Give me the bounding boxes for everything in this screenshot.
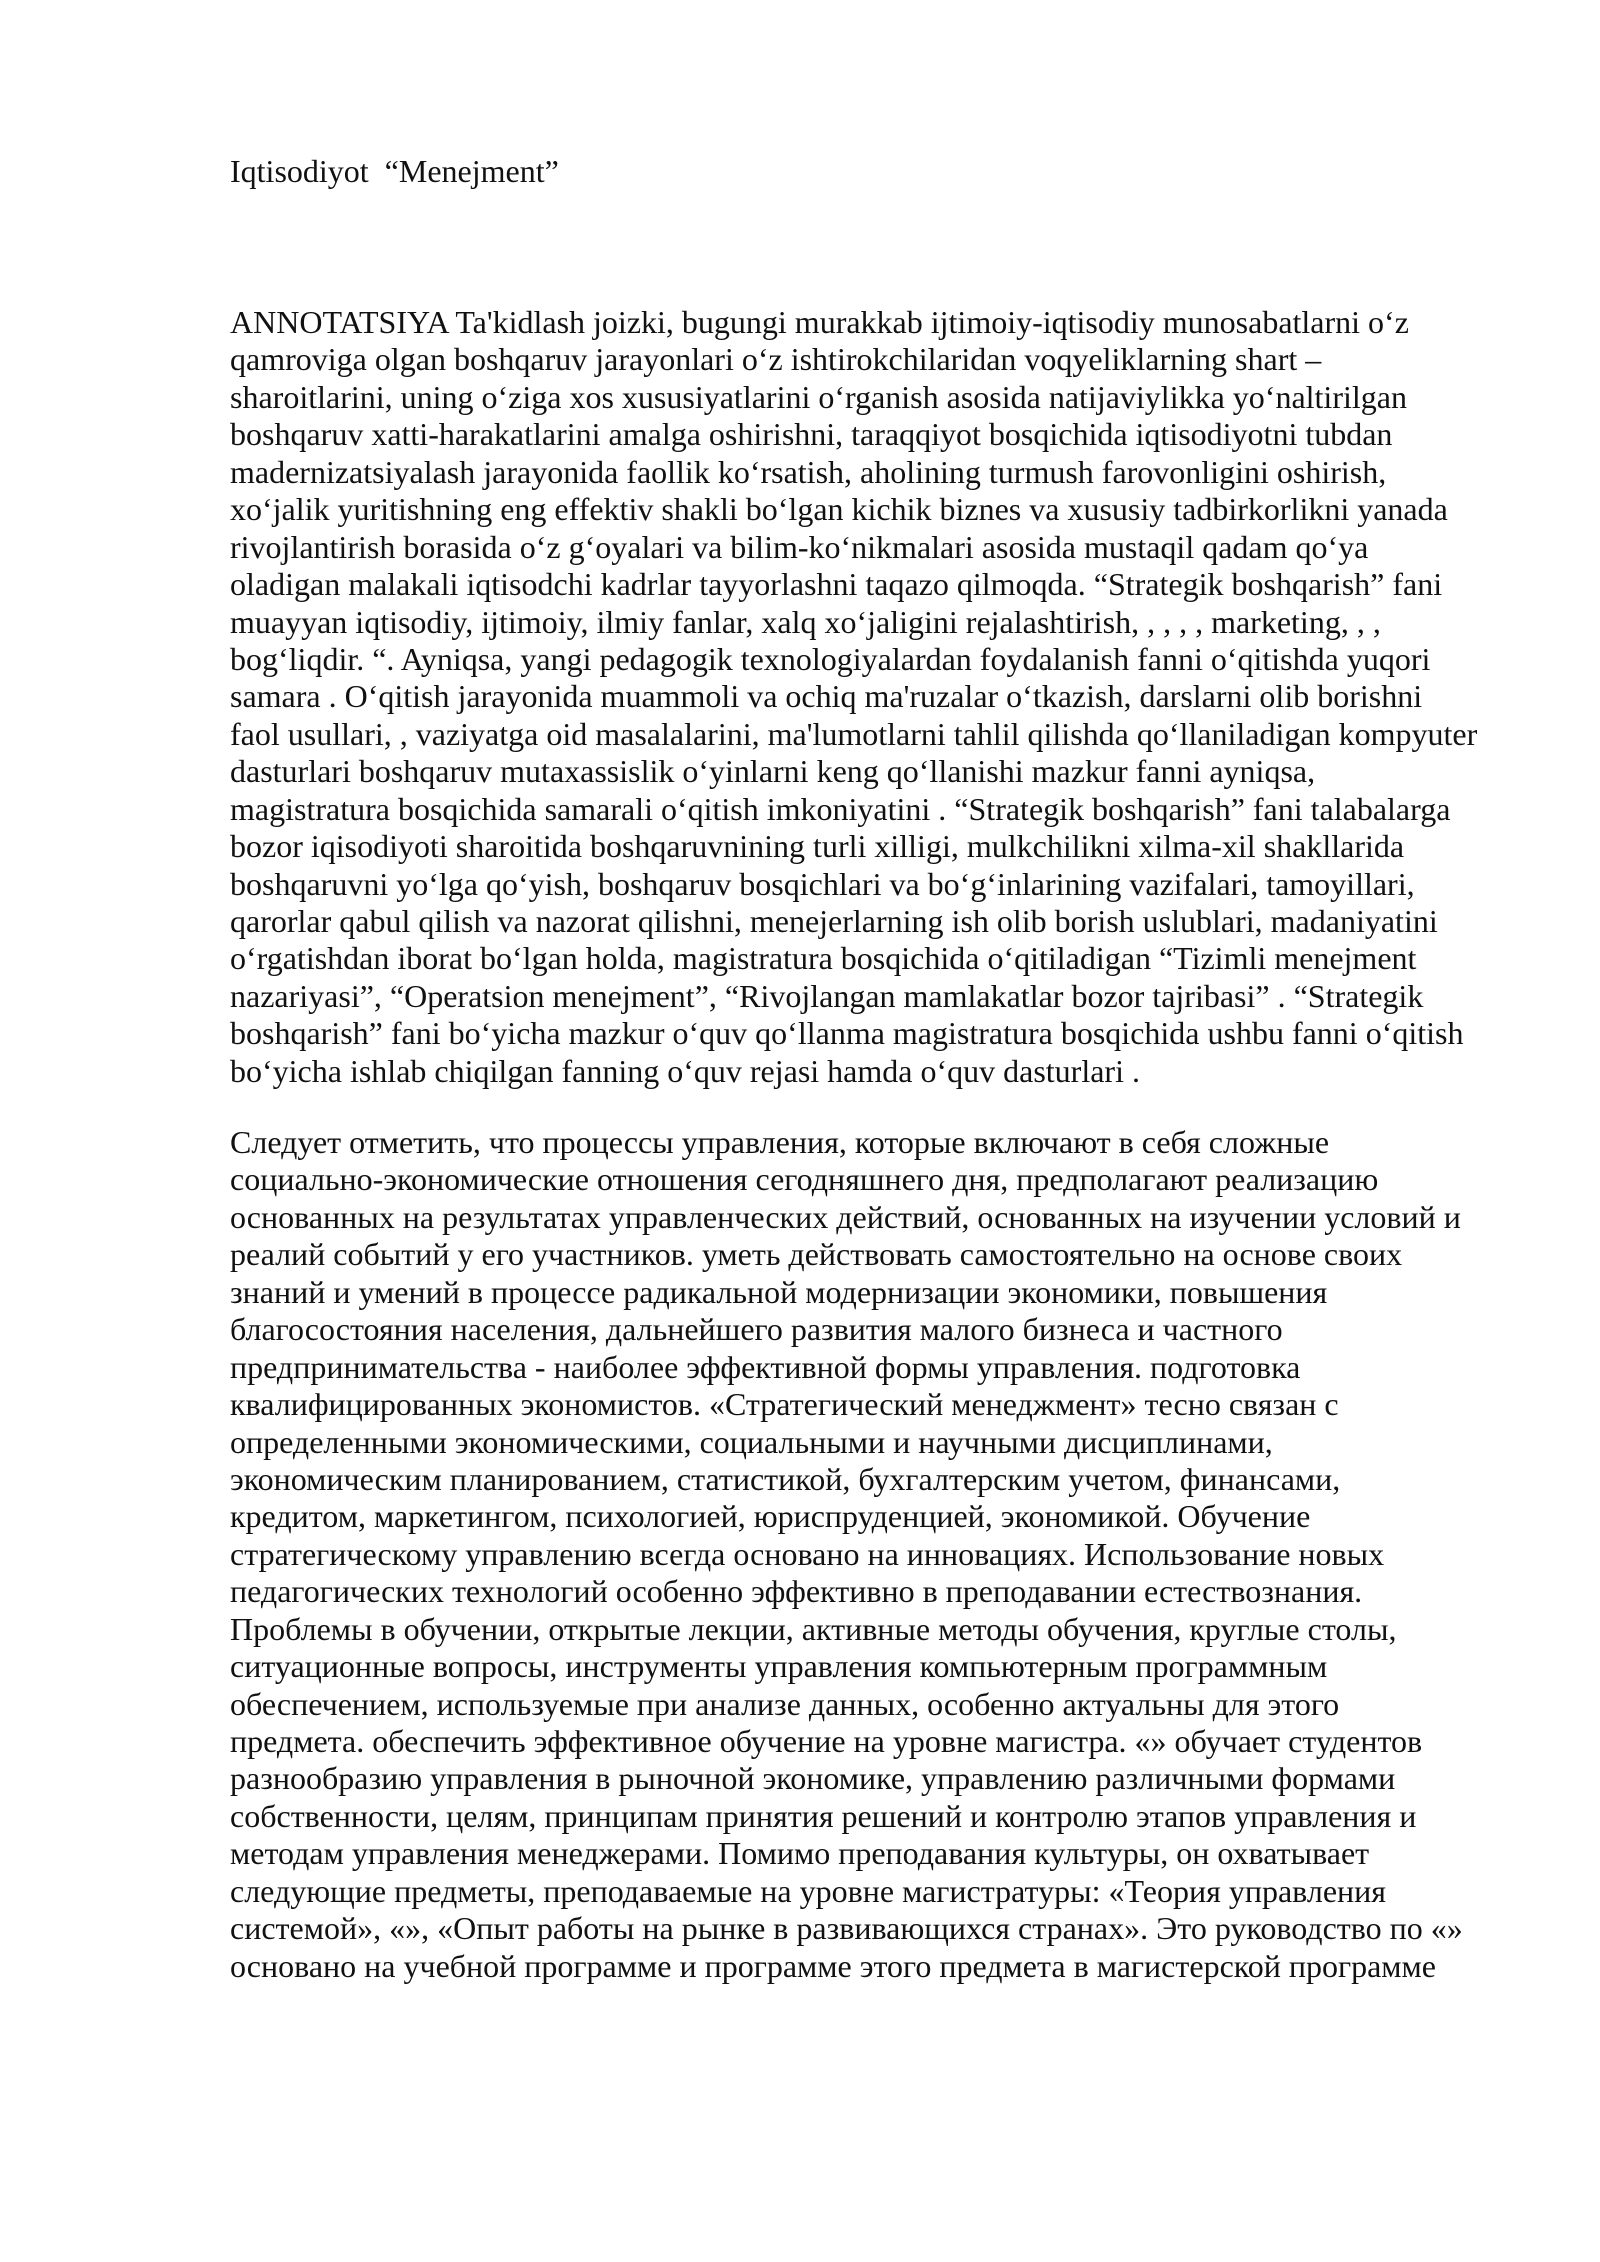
document-title: Iqtisodiyot “Menejment” (230, 153, 559, 189)
text-line: oʻrgatishdan iborat boʻlgan holda, magistratura bosqichida oʻqitiladigan “Tizimli menejment (230, 940, 1417, 977)
text-line: nazariyasi”, “Operatsion menejment”, “Rivojlangan mamlakatlar bozor tajribasi” . “Strategik (230, 977, 1424, 1014)
text-line: социально-экономические отношения сегодняшнего дня, предполагают реализацию (230, 1161, 1379, 1198)
text-line: стратегическому управлению всегда основано на инновациях. Использование новых (230, 1535, 1385, 1572)
text-line: собственности, целям, принципам принятия решений и контролю этапов управления и (230, 1797, 1417, 1834)
text-line: sharoitlarini, uning oʻziga xos xususiyatlarini oʻrganish asosida natijaviylikka yoʻnaltirilgan (230, 378, 1407, 415)
text-line: экономическим планированием, статистикой, бухгалтерским учетом, финансами, (230, 1460, 1341, 1497)
text-line: boshqarish” fani boʻyicha mazkur oʻquv qoʻllanma magistratura bosqichida ushbu fanni oʻqitish (230, 1015, 1464, 1052)
text-line: samara . Oʻqitish jarayonida muammoli va ochiq ma'ruzalar oʻtkazish, darslarni olib borishni (230, 678, 1423, 715)
text-line: bozor iqisodiyoti sharoitida boshqaruvnining turli xilligi, mulkchilikni xilma-xil shakllarida (230, 828, 1405, 865)
text-line: oladigan malakali iqtisodchi kadrlar tayyorlashni taqazo qilmoqda. “Strategik boshqarish” fani (230, 566, 1443, 603)
text-line: следующие предметы, преподаваемые на уровне магистратуры: «Теория управления (230, 1872, 1386, 1909)
text-line: ситуационные вопросы, инструменты управления компьютерным программным (230, 1648, 1328, 1685)
text-line: madernizatsiyalash jarayonida faollik koʻrsatish, aholining turmush farovonligini oshirish, (230, 453, 1387, 490)
text-line: Проблемы в обучении, открытые лекции, активные методы обучения, круглые столы, (230, 1610, 1397, 1647)
text-line: предпринимательства - наиболее эффективной формы управления. подготовка (230, 1348, 1301, 1385)
text-line: ANNOTATSIYA Ta'kidlash joizki, bugungi murakkab ijtimoiy-iqtisodiy munosabatlarni oʻz (230, 304, 1409, 340)
text-line: предмета. обеспечить эффективное обучение на уровне магистра. «» обучает студентов (230, 1723, 1423, 1759)
text-line: реалий событий у его участников. уметь действовать самостоятельно на основе своих (230, 1236, 1403, 1273)
text-line: основано на учебной программе и программе этого предмета в магистерской программе (230, 1947, 1436, 1984)
text-line: boshqaruvni yoʻlga qoʻyish, boshqaruv bosqichlari va boʻgʻinlarining vazifalari, tamoyillari, (230, 865, 1415, 902)
text-line: bogʻliqdir. “. Ayniqsa, yangi pedagogik texnologiyalardan foydalanish fanni oʻqitishda yuqori (230, 640, 1431, 677)
text-line: qamroviga olgan boshqaruv jarayonlari oʻz ishtirokchilaridan voqyeliklarning shart – (230, 341, 1322, 378)
text-line: методам управления менеджерами. Помимо преподавания культуры, он охватывает (230, 1835, 1370, 1872)
text-line: кредитом, маркетингом, психологией, юриспруденцией, экономикой. Обучение (230, 1498, 1311, 1535)
text-line: magistratura bosqichida samarali oʻqitish imkoniyatini . “Strategik boshqarish” fani talabalarga (230, 790, 1451, 827)
annotation-paragraph (230, 304, 1570, 1090)
text-line: квалифицированных экономистов. «Стратегический менеджмент» тесно связан с (230, 1386, 1339, 1423)
text-line: разнообразию управления в рыночной экономике, управлению различными формами (230, 1760, 1396, 1797)
russian-paragraph (230, 1124, 1570, 1985)
text-line: dasturlari boshqaruv mutaxassislik oʻyinlarni keng qoʻllanishi mazkur fanni ayniqsa, (230, 753, 1316, 790)
text-line: boshqaruv xatti-harakatlarini amalga oshirishni, taraqqiyot bosqichida iqtisodiyotni tubdan (230, 416, 1393, 453)
text-line: faol usullari, , vaziyatga oid masalalarini, ma'lumotlarni tahlil qilishda qoʻllaniladigan kompyuter (230, 715, 1478, 752)
text-line: определенными экономическими, социальными и научными дисциплинами, (230, 1423, 1273, 1460)
text-line: muayyan iqtisodiy, ijtimoiy, ilmiy fanlar, xalq xoʻjaligini rejalashtirish, , , , , marketing, , , (230, 603, 1381, 640)
text-line: rivojlantirish borasida oʻz gʻoyalari va bilim-koʻnikmalari asosida mustaqil qadam qoʻya (230, 528, 1369, 565)
document-header (230, 153, 1570, 190)
text-line: boʻyicha ishlab chiqilgan fanning oʻquv rejasi hamda oʻquv dasturlari . (230, 1052, 1140, 1089)
text-line: Следует отметить, что процессы управления, которые включают в себя сложные (230, 1124, 1330, 1160)
text-line: педагогических технологий особенно эффективно в преподавании естествознания. (230, 1573, 1363, 1610)
text-line: xoʻjalik yuritishning eng effektiv shakli boʻlgan kichik biznes va xususiy tadbirkorlikni yanada (230, 491, 1448, 528)
text-line: обеспечением, используемые при анализе данных, особенно актуальны для этого (230, 1685, 1340, 1722)
text-line: благосостояния населения, дальнейшего развития малого бизнеса и частного (230, 1311, 1283, 1348)
text-line: основанных на результатах управленческих действий, основанных на изучении условий и (230, 1198, 1461, 1235)
text-line: системой», «», «Опыт работы на рынке в развивающихся странах». Это руководство по «» (230, 1910, 1463, 1947)
text-line: qarorlar qabul qilish va nazorat qilishni, menejerlarning ish olib borish uslublari, madaniyatini (230, 903, 1438, 939)
text-line: знаний и умений в процессе радикальной модернизации экономики, повышения (230, 1273, 1328, 1310)
